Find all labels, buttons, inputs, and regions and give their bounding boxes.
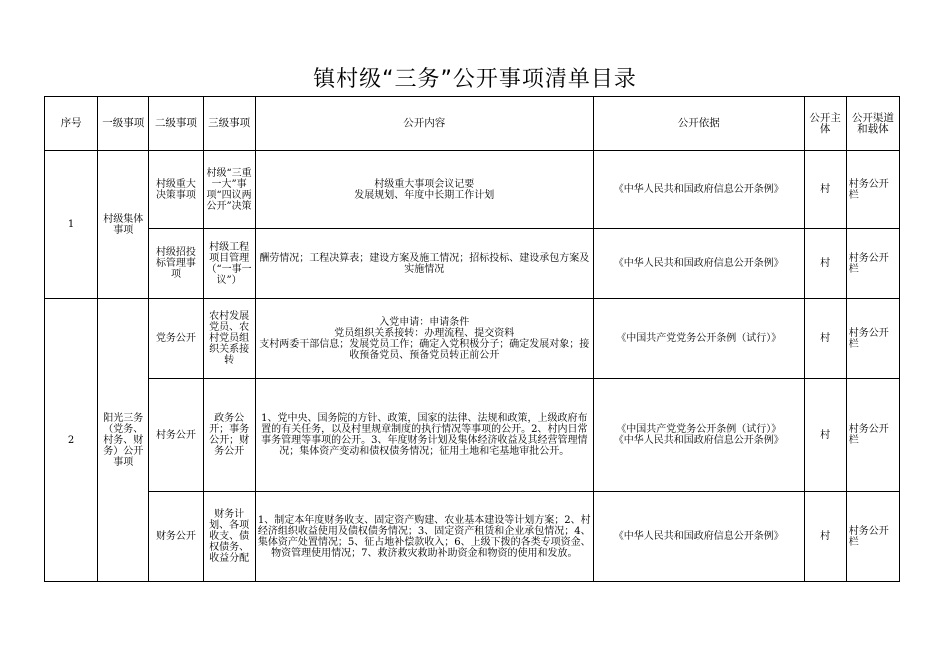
- header-level3: 三级事项: [203, 97, 255, 151]
- channel-cell: 村务公开栏: [846, 229, 899, 299]
- content-cell: 1、党中央、国务院的方针、政策，国家的法律、法规和政策，上级政府布置的有关任务，以及村里规章制度的执行情况等事项的公开。2、村内日常事务管理等事项的公开。3、年度财务计划及集体经济收益及其经营管理情况；集体资产变动和债权债务情况；征用土地和宅基地审批公开。: [255, 379, 593, 492]
- level2-cell: 村级重大决策事项: [149, 151, 203, 229]
- subject-cell: 村: [804, 379, 846, 492]
- basis-cell: 《中国共产党党务公开条例（试行）》: [593, 299, 804, 379]
- level1-cell: 阳光三务（党务、村务、财务）公开事项: [98, 299, 149, 582]
- level2-cell: 村级招投标管理事项: [149, 229, 203, 299]
- basis-cell: 《中华人民共和国政府信息公开条例》: [593, 229, 804, 299]
- seq-cell: 1: [45, 151, 98, 299]
- level3-cell: 政务公开；事务公开；财务公开: [203, 379, 255, 492]
- table-row: [45, 299, 900, 379]
- basis-cell: 《中华人民共和国政府信息公开条例》: [593, 151, 804, 229]
- content-line: 党员组织关系接转：办理流程、提交资料: [334, 327, 515, 339]
- table-row: [45, 492, 900, 582]
- content-line: 入党申请：申请条件: [379, 316, 470, 328]
- seq-cell: 2: [45, 299, 98, 582]
- page-title: 镇村级“三务”公开事项清单目录: [313, 67, 637, 92]
- disclosure-table: [44, 96, 900, 582]
- channel-cell: 村务公开栏: [846, 151, 899, 229]
- channel-cell: 村务公开栏: [846, 379, 899, 492]
- level2-cell: 财务公开: [149, 492, 203, 582]
- header-level1: 一级事项: [98, 97, 149, 151]
- header-seq: 序号: [45, 97, 98, 151]
- level2-cell: 党务公开: [149, 299, 203, 379]
- content-line: 支村两委干部信息；发展党员工作；确定入党积极分子；确定发展对象；接收预备党员、预备党员转正前公开: [259, 338, 590, 361]
- level1-cell: 村级集体事项: [98, 151, 149, 299]
- basis-cell: [593, 379, 804, 492]
- header-level2: 二级事项: [149, 97, 203, 151]
- content-cell: 1、制定本年度财务收支、固定资产购建、农业基本建设等计划方案；2、村经济组织收益使用及债权债务情况；3、固定资产租赁和企业承包情况；4、集体资产处置情况；5、征占地补偿款收入；6、上级下拨的各类专项资金、物资管理使用情况；7、救济救灾救助补助资金和物资的使用和发放。: [255, 492, 593, 582]
- level3-cell: 村级“三重一大”事项“四议两公开”决策: [203, 151, 255, 229]
- table-row: [45, 379, 900, 492]
- subject-cell: 村: [804, 492, 846, 582]
- header-channel: 公开渠道和载体: [846, 97, 899, 151]
- basis-line: 《中华人民共和国政府信息公开条例》: [613, 435, 784, 446]
- table-row: [45, 151, 900, 229]
- subject-cell: 村: [804, 151, 846, 229]
- channel-cell: 村务公开栏: [846, 299, 899, 379]
- header-subject: 公开主体: [804, 97, 846, 151]
- content-line: 发展规划、年度中长期工作计划: [354, 189, 495, 201]
- basis-cell: 《中华人民共和国政府信息公开条例》: [593, 492, 804, 582]
- content-cell: [255, 299, 593, 379]
- basis-line: 《中国共产党党务公开条例（试行）》: [616, 424, 782, 435]
- content-cell: 酬劳情况；工程决算表；建设方案及施工情况；招标投标、建设承包方案及实施情况: [255, 229, 593, 299]
- table-row: [45, 229, 900, 299]
- subject-cell: 村: [804, 229, 846, 299]
- header-basis: 公开依据: [593, 97, 804, 151]
- content-line: 村级重大事项会议记要: [374, 178, 475, 190]
- header-content: 公开内容: [255, 97, 593, 151]
- level3-cell: 财务计划、各项收支、债权债务、收益分配: [203, 492, 255, 582]
- header-row: [45, 97, 900, 151]
- level2-cell: 村务公开: [149, 379, 203, 492]
- level3-cell: 村级工程项目管理（“一事一议”）: [203, 229, 255, 299]
- content-cell: [255, 151, 593, 229]
- channel-cell: 村务公开栏: [846, 492, 899, 582]
- subject-cell: 村: [804, 299, 846, 379]
- level3-cell: 农村发展党员、农村党员组织关系接转: [203, 299, 255, 379]
